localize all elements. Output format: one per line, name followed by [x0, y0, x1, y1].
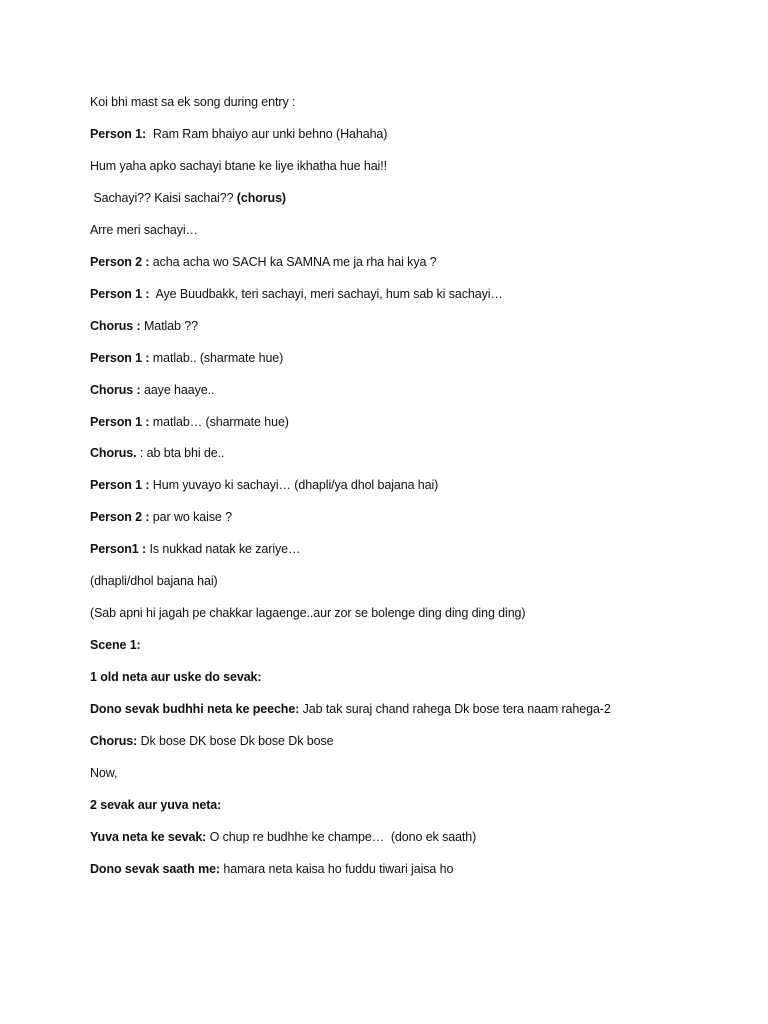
bold-text-run: Chorus. [90, 446, 137, 460]
text-line [90, 254, 437, 270]
text-line [90, 701, 611, 717]
text-run: O chup re budhhe ke champe… (dono ek saath) [206, 830, 477, 844]
text-line [90, 669, 261, 685]
text-line [90, 158, 387, 174]
text-run: Sachayi?? Kaisi sachai?? [90, 191, 237, 205]
text-run: matlab… (sharmate hue) [149, 415, 289, 429]
bold-text-run: Dono sevak saath me: [90, 862, 220, 876]
bold-text-run: (chorus) [236, 191, 286, 205]
text-line [90, 382, 214, 398]
bold-text-run: Chorus : [90, 383, 141, 397]
bold-text-run: Person 2 : [90, 255, 150, 269]
text-line [90, 445, 224, 461]
text-line [90, 637, 141, 653]
text-run: Aye Buudbakk, teri sachayi, meri sachayi, hum sab ki sachayi… [149, 287, 503, 301]
text-line [90, 477, 438, 493]
text-run: Ram Ram bhaiyo aur unki behno (Hahaha) [146, 127, 388, 141]
text-run: (dhapli/dhol bajana hai) [90, 574, 218, 588]
text-line [90, 94, 295, 110]
text-run: aaye haaye.. [140, 383, 215, 397]
text-line [90, 861, 453, 877]
text-run: Arre meri sachayi… [90, 223, 198, 237]
bold-text-run: 2 sevak aur yuva neta: [90, 798, 222, 812]
text-run: acha acha wo SACH ka SAMNA me ja rha hai kya ? [149, 255, 437, 269]
text-line [90, 350, 283, 366]
text-run: Now, [90, 766, 118, 780]
text-run: Jab tak suraj chand rahega Dk bose tera naam rahega-2 [299, 702, 611, 716]
bold-text-run: Person 1 : [90, 287, 150, 301]
text-run: Matlab ?? [140, 319, 198, 333]
bold-text-run: Scene 1: [90, 638, 141, 652]
text-line [90, 318, 198, 334]
text-line [90, 286, 503, 302]
bold-text-run: Person1 : [90, 542, 147, 556]
text-line [90, 573, 218, 589]
bold-text-run: Person 1: [90, 127, 147, 141]
bold-text-run: Yuva neta ke sevak: [90, 830, 207, 844]
bold-text-run: Person 1 : [90, 478, 150, 492]
text-run: Hum yaha apko sachayi btane ke liye ikhatha hue hai!! [90, 159, 387, 173]
text-line [90, 829, 476, 845]
bold-text-run: 1 old neta aur uske do sevak: [90, 670, 262, 684]
text-line [90, 541, 300, 557]
text-line [90, 509, 232, 525]
text-line [90, 797, 221, 813]
text-run: (Sab apni hi jagah pe chakkar lagaenge..aur zor se bolenge ding ding ding ding) [90, 606, 526, 620]
bold-text-run: Chorus: [90, 734, 138, 748]
text-run: : ab bta bhi de.. [136, 446, 225, 460]
bold-text-run: Person 1 : [90, 415, 150, 429]
text-run: matlab.. (sharmate hue) [149, 351, 284, 365]
text-line [90, 605, 525, 621]
bold-text-run: Person 2 : [90, 510, 150, 524]
text-run: Koi bhi mast sa ek song during entry : [90, 95, 296, 109]
text-run: Hum yuvayo ki sachayi… (dhapli/ya dhol bajana hai) [149, 478, 439, 492]
text-line [90, 126, 387, 142]
text-run: Is nukkad natak ke zariye… [146, 542, 301, 556]
text-line [90, 414, 289, 430]
text-run: par wo kaise ? [149, 510, 233, 524]
bold-text-run: Person 1 : [90, 351, 150, 365]
text-line [90, 765, 117, 781]
text-run: Dk bose DK bose Dk bose Dk bose [137, 734, 334, 748]
text-run: hamara neta kaisa ho fuddu tiwari jaisa ho [220, 862, 454, 876]
bold-text-run: Dono sevak budhhi neta ke peeche: [90, 702, 300, 716]
text-line [90, 733, 333, 749]
text-line [90, 222, 198, 238]
bold-text-run: Chorus : [90, 319, 141, 333]
text-line [90, 190, 286, 206]
